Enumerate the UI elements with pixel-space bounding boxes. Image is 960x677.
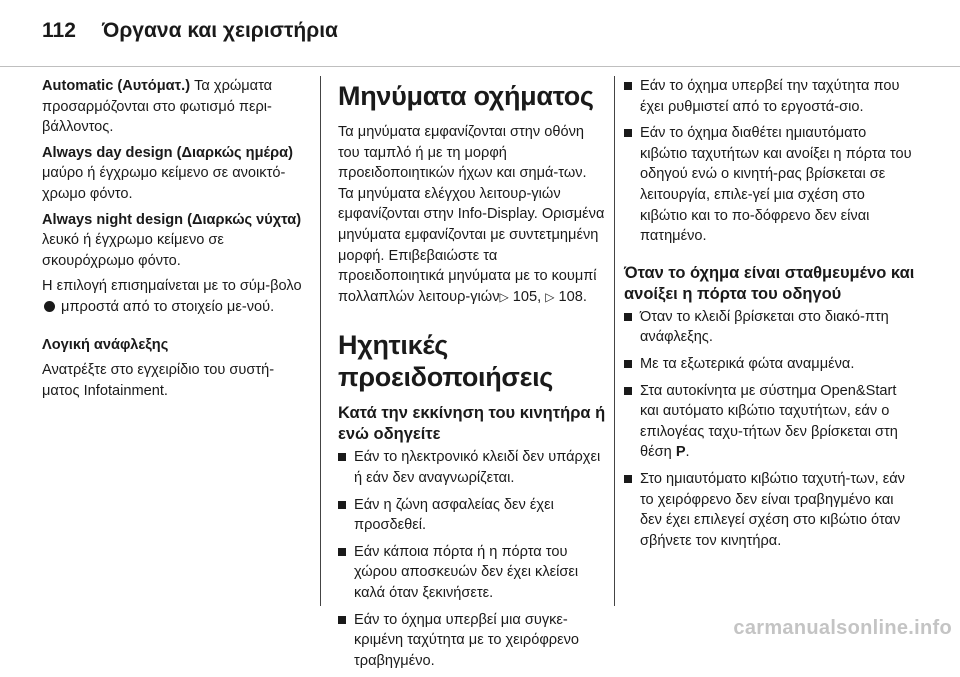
subheading-engine-start: Κατά την εκκίνηση του κινητήρα ή ενώ οδηγείτε: [338, 404, 606, 444]
paragraph: Ανατρέξτε στο εγχειρίδιο του συστή-ματος Infotainment.: [42, 362, 275, 399]
bullet-list: [338, 447, 606, 671]
paragraph: Always day design (Διαρκώς ημέρα) μαύρο ή έγχρωμο κείμενο σε ανοικτό-χρωμο φόντο.: [42, 144, 293, 202]
page-reference-arrow-icon: ▷: [499, 289, 509, 304]
list-item: Στο ημιαυτόματο κιβώτιο ταχυτή-των, εάν το χειρόφρενο δεν είναι τραβηγμένο και δεν έχει επιλεγεί σχέση στο κιβώτιο όταν σβήνετε τον κινητήρα.: [624, 469, 916, 551]
column-divider: [614, 76, 615, 606]
list-item: Εάν το ηλεκτρονικό κλειδί δεν υπάρχει ή εάν δεν αναγνωρίζεται.: [338, 447, 606, 488]
column-middle: [338, 76, 606, 677]
page-number: 112: [42, 19, 76, 42]
list-item: Εάν το όχημα υπερβεί την ταχύτητα που έχει ρυθμιστεί από το εργοστά-σιο.: [624, 76, 916, 117]
list-item: Στα αυτοκίνητα με σύστημα Open&Start και αυτόματο κιβώτιο ταχυτήτων, εάν ο επιλογέας ταχυ-τήτων δεν βρίσκεται στη θέση P.: [624, 381, 916, 463]
list-item: Εάν το όχημα υπερβεί μια συγκε-κριμένη ταχύτητα με το χειρόφρενο τραβηγμένο.: [338, 610, 606, 672]
column-left: [42, 76, 310, 406]
list-item: Όταν το κλειδί βρίσκεται στο διακό-πτη ανάφλεξης.: [624, 307, 916, 348]
bullet-list: [624, 307, 916, 552]
list-item: Εάν η ζώνη ασφαλείας δεν έχει προσδεθεί.: [338, 495, 606, 536]
page-header: [0, 0, 960, 67]
list-item: Με τα εξωτερικά φώτα αναμμένα.: [624, 354, 916, 375]
watermark: carmanualsonline.info: [733, 617, 952, 639]
page-reference-arrow-icon: ▷: [545, 289, 555, 304]
list-item: Εάν κάποια πόρτα ή η πόρτα του χώρου αποσκευών δεν έχει κλείσει καλά όταν ξεκινήσετε.: [338, 542, 606, 604]
list-item: Εάν το όχημα διαθέτει ημιαυτόματο κιβώτιο ταχυτήτων και ανοίξει η πόρτα του οδηγού ενώ ο κινητή-ρας βρίσκεται σε λειτουργία, επιλε-γεί μια σχέση στο κιβώτιο και το πο-δόφρενο δεν είναι πατημένο.: [624, 123, 916, 247]
subheading-parked-door-open: Όταν το όχημα είναι σταθμευμένο και ανοίξει η πόρτα του οδηγού: [624, 263, 915, 303]
paragraph: Τα μηνύματα εμφανίζονται στην οθόνη του ταμπλό ή με τη μορφή προειδοποιητικών ήχων και σημά-των. Τα μηνύματα ελέγχου λειτουρ-γιών εμφανίζονται στην Info-Display. Ορισμένα μηνύματα εμφανίζονται με συντετμημένη μορφή. Επιβεβαιώστε τα προειδοποιητικά μηνύματα με το κουμπί πολλαπλών λειτουρ-γιών▷ 105, ▷ 108.: [338, 124, 605, 305]
heading-vehicle-messages: Μηνύματα οχήματος: [338, 81, 594, 111]
column-right: [624, 76, 916, 557]
section-title: Όργανα και χειριστήρια: [102, 19, 338, 42]
selection-dot-icon: [44, 301, 55, 312]
bullet-list: [624, 76, 916, 247]
subheading-ignition-logic: Λογική ανάφλεξης: [42, 336, 169, 353]
heading-warning-chimes: Ηχητικές προειδοποιήσεις: [338, 330, 554, 393]
paragraph: Always night design (Διαρκώς νύχτα) λευκό ή έγχρωμο κείμενο σε σκουρόχρωμο φόντο.: [42, 211, 302, 269]
column-divider: [320, 76, 321, 606]
paragraph: Automatic (Αυτόματ.) Τα χρώματα προσαρμόζονται στο φωτισμό περι-βάλλοντος.: [42, 78, 273, 136]
paragraph: Η επιλογή επισημαίνεται με το σύμ-βολο μπροστά από το στοιχείο με-νού.: [42, 278, 302, 315]
